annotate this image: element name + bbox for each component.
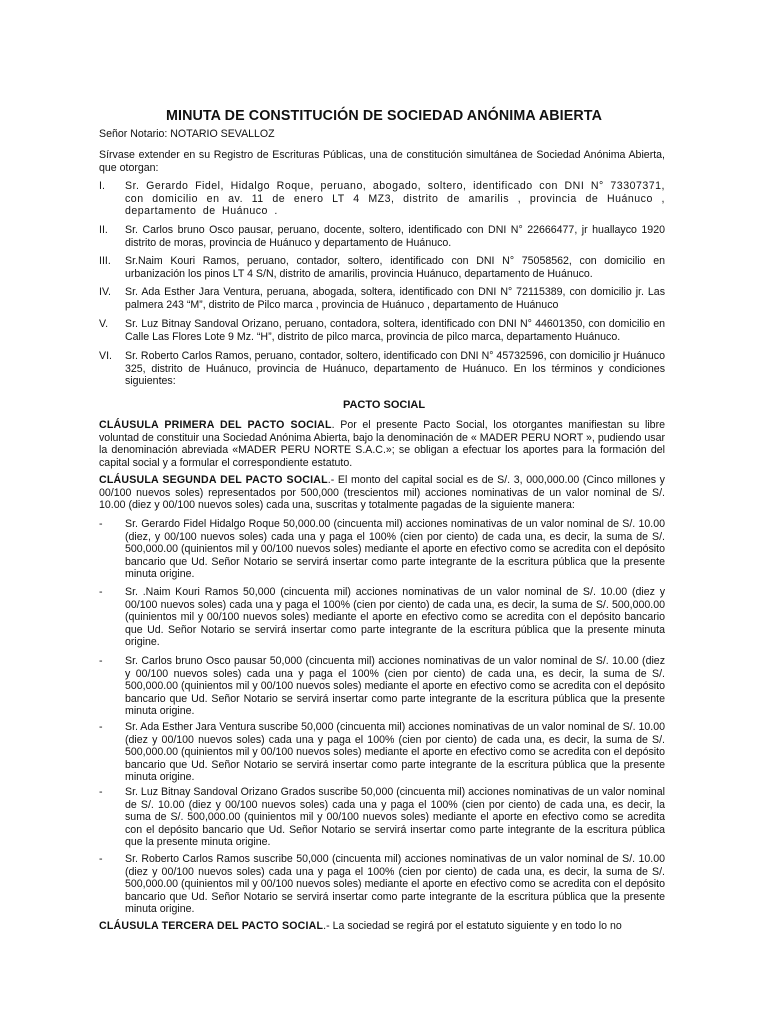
partner-number: III.: [99, 255, 111, 267]
bullet: -: [99, 655, 103, 667]
partner-item: Sr. Carlos bruno Osco pausar, peruano, docente, soltero, identificado con DNI N° 22666477, jr huallayco 1920 distrito de moras, provincia de Huánuco y departamento de Huánuco.: [125, 224, 665, 249]
partner-number: IV.: [99, 286, 111, 298]
clause-tercera: [99, 920, 665, 933]
contribution-item: Sr. Ada Esther Jara Ventura suscribe 50,000 (cincuenta mil) acciones nominativas de un valor nominal de S/. 10.00 (diez y 00/100 nuevos soles) cada una y paga el 100% (cien por ciento) de cada una, es decir, la suma de S/. 500,000.00 (quinientos mil y 00/100 nuevos soles) mediante el aporte en efectivo como se acredita con el depósito bancario que Ud. Señor Notario se servirá insertar como parte integrante de la escritura pública que la presente minuta origine.: [125, 721, 665, 784]
bullet: -: [99, 518, 103, 530]
partner-item: Sr. Gerardo Fidel, Hidalgo Roque, peruano, abogado, soltero, identificado con DNI N° 73307371, con domicilio en av. 11 de enero LT 4 MZ3, distrito de amarilis , provincia de Huánuco , departamento de Huánuco .: [125, 180, 665, 218]
partner-number: VI.: [99, 350, 112, 362]
notary-line: Señor Notario: NOTARIO SEVALLOZ: [99, 128, 275, 140]
clause-heading: CLÁUSULA PRIMERA DEL PACTO SOCIAL: [99, 419, 332, 431]
document-title: MINUTA DE CONSTITUCIÓN DE SOCIEDAD ANÓNIMA ABIERTA: [165, 108, 602, 124]
contribution-item: Sr. Roberto Carlos Ramos suscribe 50,000 (cincuenta mil) acciones nominativas de un valor nominal de S/. 10.00 (diez y 00/100 nuevos soles) cada una y paga el 100% (cien por ciento) de cada una, es decir, la suma de S/. 500,000.00 (quinientos mil y 00/100 nuevos soles) mediante el aporte en efectivo como se acredita con el depósito bancario que Ud. Señor Notario se servirá insertar como parte integrante de la escritura pública que la presente minuta origine.: [125, 853, 665, 916]
clause-primera: [99, 419, 665, 469]
bullet: -: [99, 786, 103, 798]
partner-number: II.: [99, 224, 108, 236]
contribution-item: Sr. Carlos bruno Osco pausar 50,000 (cincuenta mil) acciones nominativas de un valor nominal de S/. 10.00 (diez y 00/100 nuevos soles) cada una y paga el 100% (cien por ciento) de cada una, es decir, la suma de S/. 500,000.00 (quinientos mil y 00/100 nuevos soles) mediante el aporte en efectivo como se acredita con el depósito bancario que Ud. Señor Notario se servirá insertar como parte integrante de la escritura pública que la presente minuta origine.: [125, 655, 665, 718]
bullet: -: [99, 586, 103, 598]
clause-text: .- La sociedad se regirá por el estatuto siguiente y en todo lo no: [323, 920, 622, 932]
clause-text: .- El monto del capital social es de S/. 3, 000,000.00 (Cinco millones y 00/100 nuevos soles) representados por 500,000 (trescientos mil) acciones nominativas de un valor nominal de S/. 10.00 (diez y 00/100 nuevos soles) cada una, suscritas y totalmente pagadas de la siguiente manera:: [99, 474, 665, 512]
pacto-social-heading: PACTO SOCIAL: [342, 399, 426, 411]
clause-text: . Por el presente Pacto Social, los otorgantes manifiestan su libre voluntad de constituir una Sociedad Anónima Abierta, bajo la denominación de « MADER PERU NORT », pudiendo usar la denominación abreviada «MADER PERU NORTE S.A.C.»; se obligan a efectuar los aportes para la formación del capital social y a formular el correspondiente estatuto.: [99, 419, 665, 469]
contribution-item: Sr. .Naim Kouri Ramos 50,000 (cincuenta mil) acciones nominativas de un valor nominal de S/. 10.00 (diez y 00/100 nuevos soles) cada una y paga el 100% (cien por ciento) de cada una, es decir, la suma de S/. 500,000.00 (quinientos mil y 00/100 nuevos soles) mediante el aporte en efectivo como se acredita con el depósito bancario que Ud. Señor Notario se servirá insertar como parte integrante de la escritura pública que la presente minuta origine.: [125, 586, 665, 649]
partner-item: Sr. Ada Esther Jara Ventura, peruana, abogada, soltera, identificado con DNI N° 72115389, con domicilio jr. Las palmera 243 “M”, distrito de Pilco marca , provincia de Huánuco , departamento de Huánuco: [125, 286, 665, 311]
partner-item: Sr.Naim Kouri Ramos, peruano, contador, soltero, identificado con DNI N° 75058562, con domicilio en urbanización los pinos LT 4 S/N, distrito de amarilis, provincia Huánuco, departamento de Huánuco.: [125, 255, 665, 280]
clause-heading: CLÁUSULA SEGUNDA DEL PACTO SOCIAL: [99, 474, 328, 486]
bullet: -: [99, 853, 103, 865]
contribution-item: Sr. Luz Bitnay Sandoval Orizano Grados suscribe 50,000 (cincuenta mil) acciones nominativas de un valor nominal de S/. 10.00 (diez y 00/100 nuevos soles) cada una y paga el 100% (cien por ciento) de cada una, es decir, la suma de S/. 500,000.00 (quinientos mil y 00/100 nuevos soles) mediante el aporte en efectivo como se acredita con el depósito bancario que Ud. Señor Notario se servirá insertar como parte integrante de la escritura pública que la presente minuta origine.: [125, 786, 665, 849]
partner-number: I.: [99, 180, 105, 192]
clause-heading: CLÁUSULA TERCERA DEL PACTO SOCIAL: [99, 920, 324, 932]
partner-item: Sr. Roberto Carlos Ramos, peruano, contador, soltero, identificado con DNI N° 45732596, con domicilio jr Huánuco 325, distrito de Huánuco, provincia de Huánuco, departamento de Huánuco. En los términos y condiciones siguientes:: [125, 350, 665, 388]
clause-segunda: [99, 474, 665, 512]
intro-paragraph: Sírvase extender en su Registro de Escrituras Públicas, una de constitución simultánea de Sociedad Anónima Abierta, que otorgan:: [99, 149, 665, 174]
partner-number: V.: [99, 318, 109, 330]
bullet: -: [99, 721, 103, 733]
contribution-item: Sr. Gerardo Fidel Hidalgo Roque 50,000.00 (cincuenta mil) acciones nominativas de un valor nominal de S/. 10.00 (diez, y 00/100 nuevos soles) cada una y paga el 100% (cien por ciento) de cada una, es decir, la suma de S/. 500,000.00 (quinientos mil y 00/100 nuevos soles) mediante el aporte en efectivo como se acredita con el depósito bancario que Ud. Señor Notario se servirá insertar como parte integrante de la escritura pública que la presente minuta origine.: [125, 518, 665, 581]
partner-item: Sr. Luz Bitnay Sandoval Orizano, peruano, contadora, soltera, identificado con DNI N° 44601350, con domicilio en Calle Las Flores Lote 9 Mz. “H”, distrito de pilco marca, provincia de pilco marca, departamento Huánuco.: [125, 318, 665, 343]
